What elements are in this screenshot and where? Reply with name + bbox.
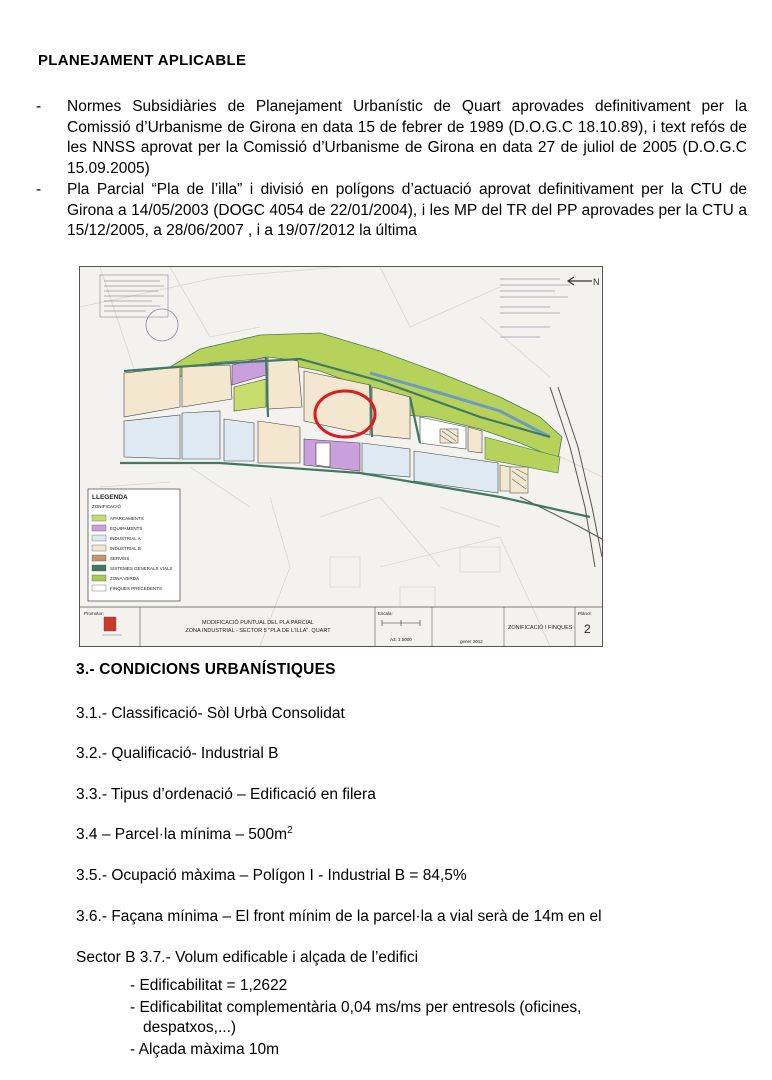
svg-text:LLEGENDA: LLEGENDA <box>92 494 128 501</box>
map-legend <box>88 489 180 601</box>
sub-item-buildability: - Edificabilitat = 1,2622 <box>130 977 288 994</box>
north-label: N <box>593 277 600 287</box>
condition-classification: 3.1.- Classificació- Sòl Urbà Consolidat <box>76 705 345 722</box>
condition-min-facade: 3.6.- Façana mínima – El front mínim de la parcel·la a vial serà de 14m en el <box>76 908 602 925</box>
superscript: 2 <box>287 824 293 836</box>
svg-text:Promotor:: Promotor: <box>84 611 104 616</box>
legend-swatch <box>92 525 106 531</box>
legend-label: INDUSTRIAL A <box>110 536 141 541</box>
legend-label: APARCAMENTS <box>110 516 144 521</box>
legend-label: INDUSTRIAL B <box>110 546 141 551</box>
legend-label: FINQUES PRECEDENTS <box>110 586 163 591</box>
condition-ordering-type: 3.3.- Tipus d’ordenació – Edificació en filera <box>76 786 376 803</box>
condition-volume: Sector B 3.7.- Volum edificable i alçada de l’edifici <box>76 949 419 966</box>
svg-text:Escala:: Escala: <box>378 611 393 616</box>
svg-text:A3: 1:5000: A3: 1:5000 <box>390 637 412 642</box>
sub-item-complementary: - Edificabilitat complementària 0,04 ms/ms per entresols (oficines, <box>130 999 582 1016</box>
svg-text:Plànol:: Plànol: <box>578 611 592 616</box>
condition-qualification: 3.2.- Qualificació- Industrial B <box>76 745 279 762</box>
legend-swatch <box>92 535 106 541</box>
bullet-text: Normes Subsidiàries de Planejament Urbanístic de Quart aprovades definitivament per la Comissió d’Urbanisme de Girona en data 15 de febrer de 1989 (D.O.G.C 18.10.89), i text refós de les NNSS aprovat per la Comissió d’Urbanisme de Girona en data 27 de juliol de 2005 (D.O.G.C 15.09.2005) <box>67 98 747 177</box>
svg-text:gener 2012: gener 2012 <box>460 639 483 644</box>
zoning-map <box>79 266 603 647</box>
bullet-dash: - <box>36 181 42 198</box>
legend-label: SISTEMES GENERALS VIALS <box>110 566 173 571</box>
legend-swatch <box>92 575 106 581</box>
condition-min-parcel-text: 3.4 – Parcel·la mínima – 500m <box>76 826 288 843</box>
legend-label: EQUIPAMENTS <box>110 526 143 531</box>
sub-item-max-height: - Alçada màxima 10m <box>130 1041 280 1058</box>
legend-swatch <box>92 555 106 561</box>
condition-min-parcel <box>76 826 293 844</box>
legend-swatch <box>92 585 106 591</box>
svg-text:2: 2 <box>584 622 591 636</box>
bullet-dash: - <box>36 98 42 115</box>
svg-text:ZONA INDUSTRIAL - SECTOR 5 "PL: ZONA INDUSTRIAL - SECTOR 5 "PLA DE L'ILLA". QUART <box>185 628 331 634</box>
condition-max-occupation: 3.5.- Ocupació màxima – Polígon I - Industrial B = 84,5% <box>76 867 467 884</box>
svg-text:ZONIFICACIÓ: ZONIFICACIÓ <box>92 504 121 509</box>
legend-swatch <box>92 515 106 521</box>
legend-label: SERVEIS <box>110 556 130 561</box>
legend-label: ZONA VERDA <box>110 576 140 581</box>
section-heading: PLANEJAMENT APLICABLE <box>38 52 247 69</box>
legend-swatch <box>92 545 106 551</box>
svg-text:MODIFICACIÓ PUNTUAL DEL PLA PA: MODIFICACIÓ PUNTUAL DEL PLA PARCIAL <box>202 620 314 626</box>
svg-text:ZONIFICACIÓ I FINQUES: ZONIFICACIÓ I FINQUES <box>508 625 573 631</box>
sub-item-complementary-cont: despatxos,...) <box>143 1019 237 1036</box>
legend-swatch <box>92 565 106 571</box>
bullet-text: Pla Parcial “Pla de l’illa” i divisió en polígons d’actuació aprovat definitivament per la CTU de Girona a 14/05/2003 (DOGC 4054 de 22/01/2004), i les MP del TR del PP aprovades per la CTU a 15/12/2005, a 28/06/2007 , i a 19/07/2012 la última <box>67 181 747 239</box>
conditions-title: 3.- CONDICIONS URBANÍSTIQUES <box>76 661 336 678</box>
